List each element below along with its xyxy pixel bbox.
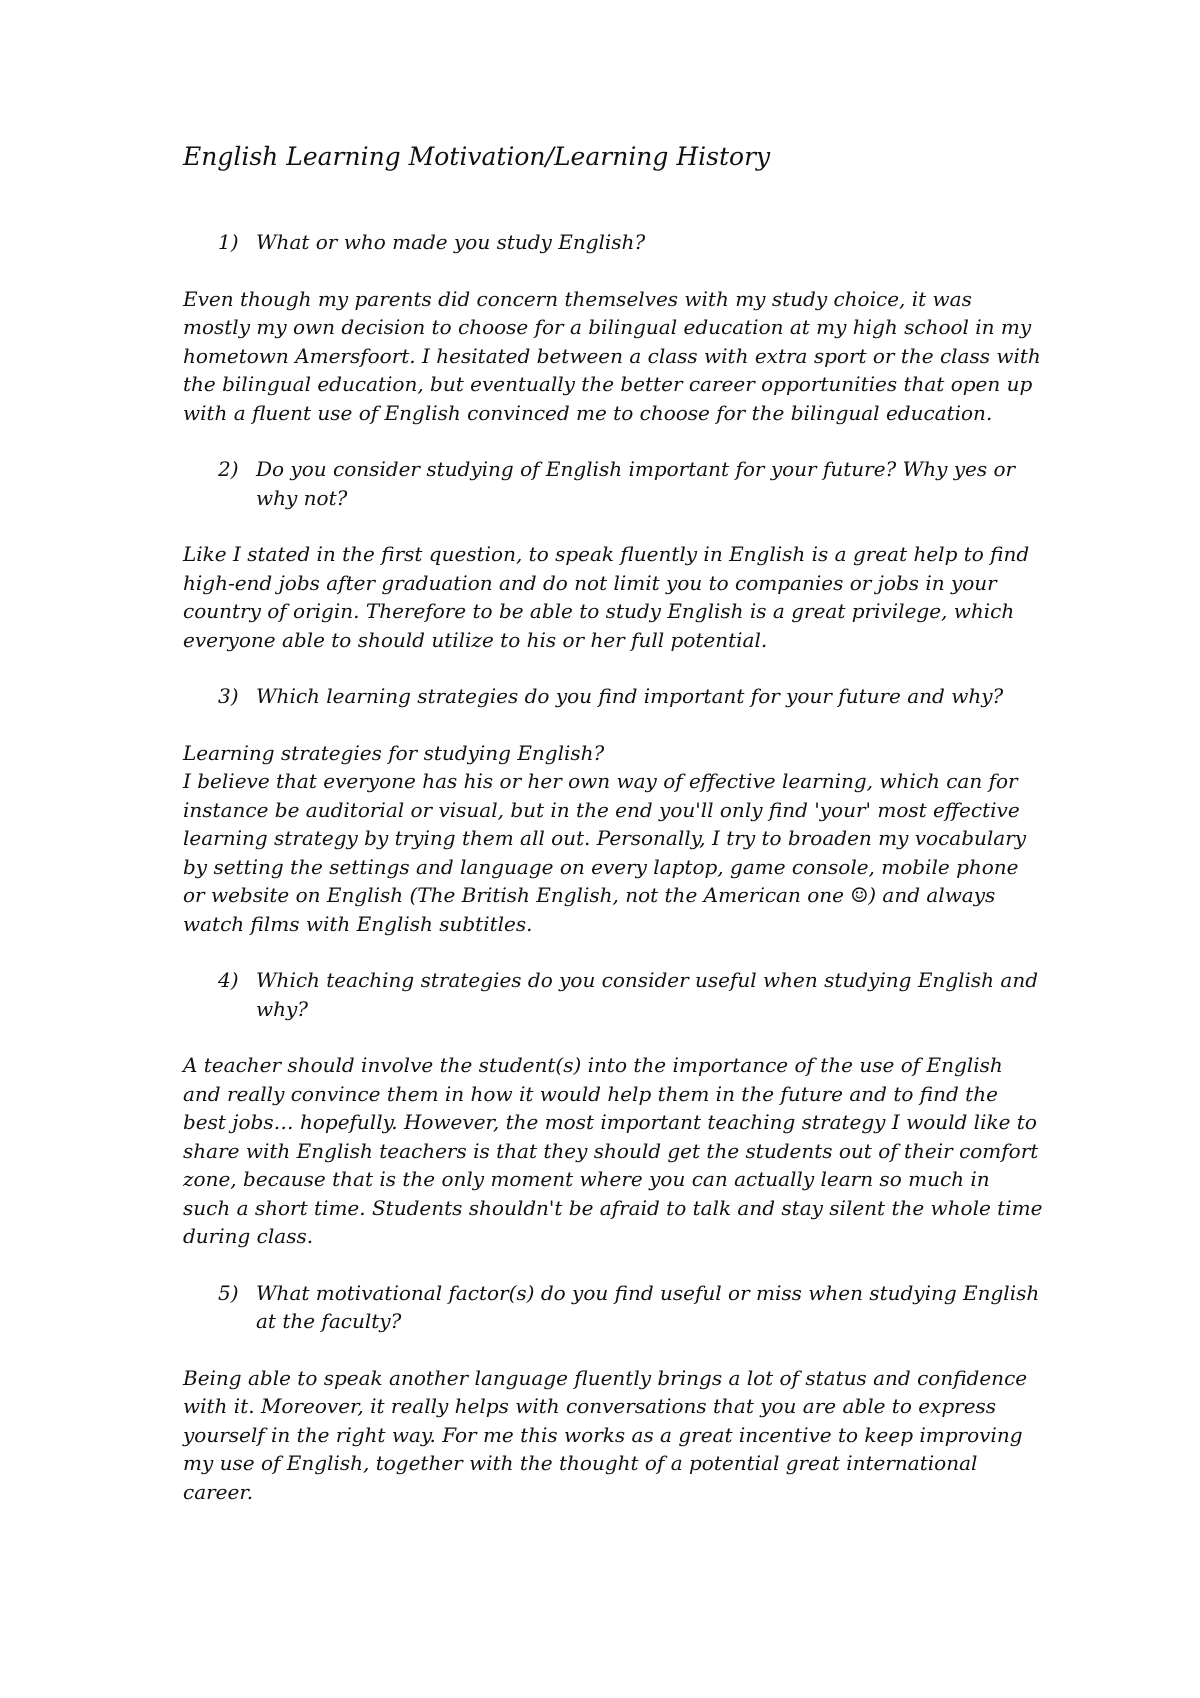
question-number: 5): [218, 1280, 239, 1305]
question-1: [183, 228, 1043, 257]
answer-3-heading: Learning strategies for studying English?: [183, 740, 605, 765]
question-3: [183, 682, 1043, 711]
answer-2: Like I stated in the first question, to speak fluently in English is a great help to find high-end jobs after graduation and do not limit you to companies or jobs in your country of origin. Therefore to be able to study English is a great privilege, which everyone able to should utilize to his or her full potential.: [183, 542, 1030, 652]
question-text: What motivational factor(s) do you find useful or miss when studying English at the faculty?: [256, 1280, 1040, 1333]
question-2: [183, 455, 1043, 512]
answer-3: I believe that everyone has his or her own way of effective learning, which can for instance be auditorial or visual, but in the end you'll only find 'your' most effective learning strategy by trying them all out. Personally, I try to broaden my vocabulary by setting the settings and language on every laptop, game console, mobile phone or website on English (The British English, not the American one ☺) and always watch films with English subtitles.: [183, 769, 1027, 936]
question-text: Which teaching strategies do you consider useful when studying English and why?: [256, 968, 1039, 1021]
document-page: [183, 140, 1043, 1506]
answer-4: A teacher should involve the student(s) into the importance of the use of English and really convince them in how it would help them in the future and to find the best jobs… hopefully. However, the most important teaching strategy I would like to share with English teachers is that they should get the students out of their comfort zone, because that is the only moment where you can actually learn so much in such a short time. Students shouldn't be afraid to talk and stay silent the whole time during class.: [183, 1053, 1043, 1248]
document-title: English Learning Motivation/Learning History: [183, 142, 771, 171]
question-text: What or who made you study English?: [256, 230, 646, 254]
question-number: 3): [218, 684, 239, 708]
question-text: Do you consider studying of English important for your future? Why yes or why not?: [256, 457, 1016, 510]
question-5: [183, 1279, 1043, 1336]
question-number: 4): [218, 968, 239, 992]
answer-1: Even though my parents did concern themselves with my study choice, it was mostly my own decision to choose for a bilingual education at my high school in my hometown Amersfoort. I hesitated between a class with extra sport or the class with the bilingual education, but eventually the better career opportunities that open up with a fluent use of English convinced me to choose for the bilingual education.: [183, 286, 1041, 425]
answer-5: Being able to speak another language fluently brings a lot of status and confidence with it. Moreover, it really helps with conversations that you are able to express yourself in the right way. For me this works as a great incentive to keep improving my use of English, together with the thought of a potential great international career.: [183, 1365, 1028, 1504]
question-4: [183, 966, 1043, 1023]
question-number: 2): [218, 457, 239, 481]
question-text: Which learning strategies do you find important for your future and why?: [256, 684, 1004, 708]
question-number: 1): [218, 230, 239, 254]
